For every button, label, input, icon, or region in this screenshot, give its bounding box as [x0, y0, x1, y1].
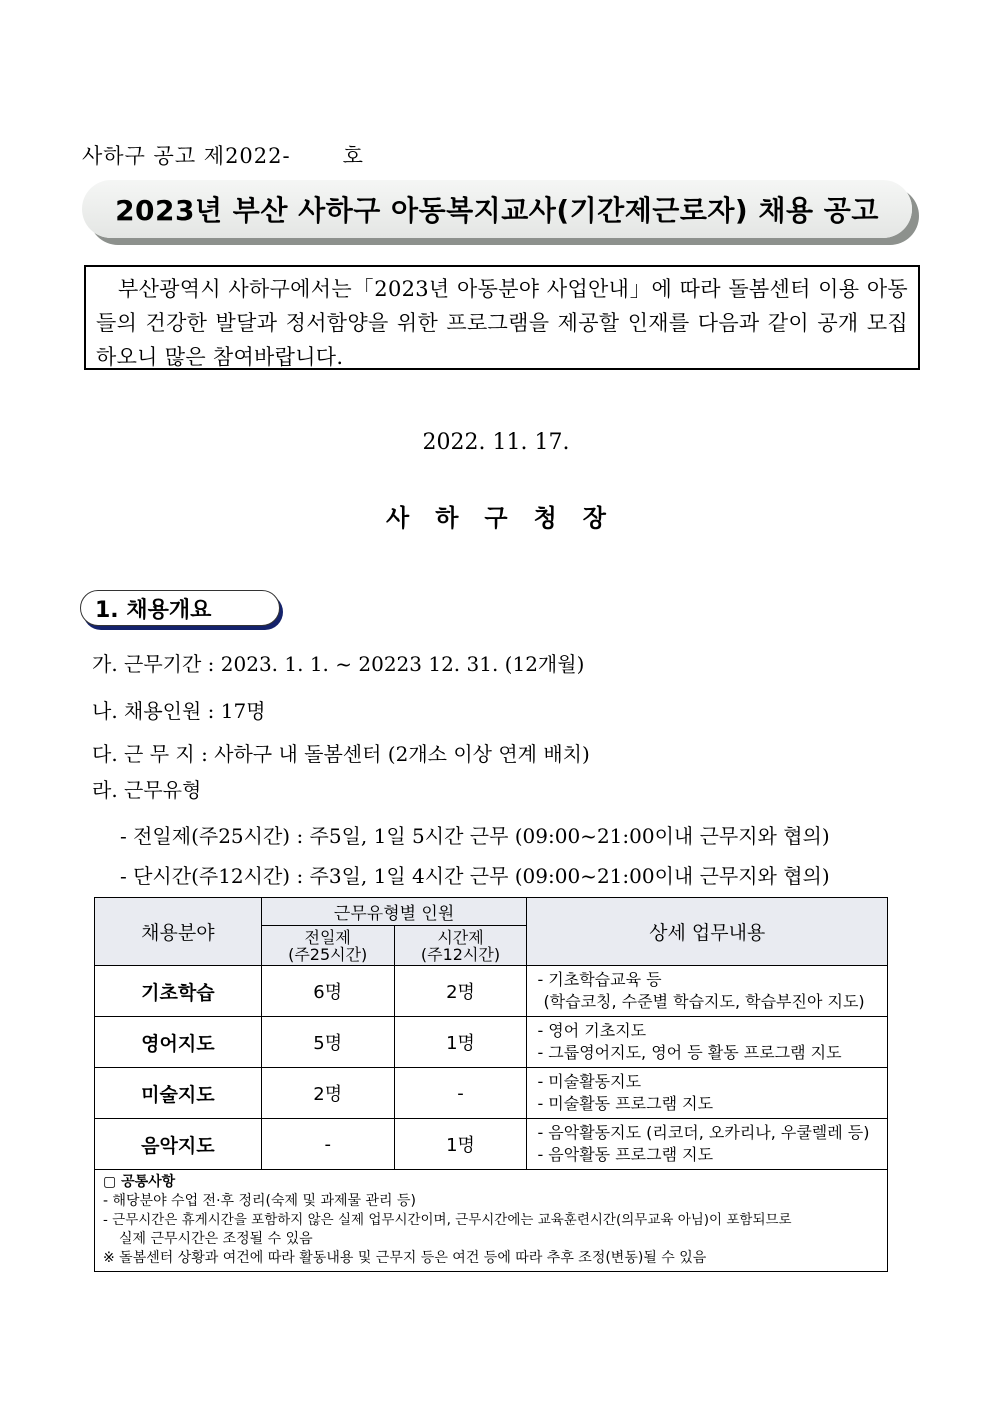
- row-field: 기초학습: [95, 966, 262, 1017]
- row-field: 영어지도: [95, 1017, 262, 1068]
- work-type-parttime: - 단시간(주12시간) : 주3일, 1일 4시간 근무 (09:00~21:00이내 근무지와 협의): [120, 864, 830, 888]
- header-fulltime-line2: (주25시간): [288, 944, 368, 964]
- header-group: 근무유형별 인원: [261, 898, 527, 926]
- table-header-row: [95, 898, 888, 926]
- overview-item-work-type: 라. 근무유형: [92, 778, 202, 802]
- row-duties: [527, 1068, 888, 1119]
- row-parttime: 1명: [394, 1017, 527, 1068]
- notice-number: [82, 140, 364, 170]
- table-row: [95, 966, 888, 1017]
- intro-box: [84, 265, 920, 370]
- table-row: [95, 1017, 888, 1068]
- header-parttime: [394, 926, 527, 966]
- overview-item-count: 나. 채용인원 : 17명: [92, 699, 266, 723]
- duty-line: - 음악활동 프로그램 지도: [537, 1145, 714, 1164]
- duty-line: (학습코칭, 수준별 학습지도, 학습부진아 지도): [543, 992, 865, 1011]
- overview-item-period: 가. 근무기간 : 2023. 1. 1. ~ 20223 12. 31. (12개월): [92, 652, 585, 676]
- issuer: 사하구청장: [386, 503, 632, 532]
- duty-line: - 미술활동지도: [537, 1072, 642, 1091]
- page-title: 2023년 부산 사하구 아동복지교사(기간제근로자) 채용 공고: [115, 194, 879, 227]
- row-fulltime: 2명: [261, 1068, 394, 1119]
- intro-text: 부산광역시 사하구에서는「2023년 아동분야 사업안내」에 따라 돌봄센터 이용 아동들의 건강한 발달과 정서함양을 위한 프로그램을 제공할 인재를 다음과 같이 공개 모집 하오니 많은 참여바랍니다.: [96, 277, 908, 369]
- header-duties: 상세 업무내용: [527, 898, 888, 966]
- header-fulltime-line1: 전일제: [304, 927, 351, 947]
- row-parttime: -: [394, 1068, 527, 1119]
- row-parttime: 1명: [394, 1119, 527, 1170]
- section-heading-label: 1. 채용개요: [95, 597, 212, 623]
- row-field: 미술지도: [95, 1068, 262, 1119]
- common-line: 실제 근무시간은 조정될 수 있음: [119, 1231, 313, 1247]
- duty-line: - 그룹영어지도, 영어 등 활동 프로그램 지도: [537, 1043, 842, 1062]
- header-field: 채용분야: [95, 898, 262, 966]
- row-fulltime: 6명: [261, 966, 394, 1017]
- overview-item-location: 다. 근 무 지 : 사하구 내 돌봄센터 (2개소 이상 연계 배치): [92, 742, 590, 766]
- common-heading: ▢ 공통사항: [103, 1174, 176, 1190]
- header-parttime-line1: 시간제: [437, 927, 484, 947]
- header-parttime-line2: (주12시간): [420, 944, 501, 964]
- duty-line: - 기초학습교육 등: [537, 970, 662, 989]
- header-fulltime: [261, 926, 394, 966]
- notice-number-suffix: 호: [342, 144, 364, 168]
- row-fulltime: 5명: [261, 1017, 394, 1068]
- work-type-fulltime: - 전일제(주25시간) : 주5일, 1일 5시간 근무 (09:00~21:00이내 근무지와 협의): [120, 824, 830, 848]
- section-heading: [80, 590, 280, 626]
- common-notes-row: [95, 1170, 888, 1272]
- row-field: 음악지도: [95, 1119, 262, 1170]
- duty-line: - 음악활동지도 (리코더, 오카리나, 우쿨렐레 등): [537, 1123, 870, 1142]
- duty-line: - 미술활동 프로그램 지도: [537, 1094, 714, 1113]
- table-row: [95, 1068, 888, 1119]
- notice-number-prefix: 사하구 공고 제2022-: [82, 144, 291, 168]
- row-duties: [527, 966, 888, 1017]
- common-line: ※ 돌봄센터 상황과 여건에 따라 활동내용 및 근무지 등은 여건 등에 따라 추후 조정(변동)될 수 있음: [103, 1250, 707, 1266]
- common-line: - 해당분야 수업 전·후 정리(숙제 및 과제물 관리 등): [103, 1193, 416, 1209]
- row-duties: [527, 1017, 888, 1068]
- row-fulltime: -: [261, 1119, 394, 1170]
- title-banner: [82, 180, 912, 238]
- row-duties: [527, 1119, 888, 1170]
- common-line: - 근무시간은 휴게시간을 포함하지 않은 실제 업무시간이며, 근무시간에는 교육훈련시간(의무교육 아님)이 포함되므로: [103, 1212, 792, 1228]
- table-row: [95, 1119, 888, 1170]
- duty-line: - 영어 기초지도: [537, 1021, 647, 1040]
- row-parttime: 2명: [394, 966, 527, 1017]
- notice-date: 2022. 11. 17.: [422, 430, 570, 455]
- common-notes: [95, 1170, 888, 1272]
- recruitment-table: [94, 897, 888, 1272]
